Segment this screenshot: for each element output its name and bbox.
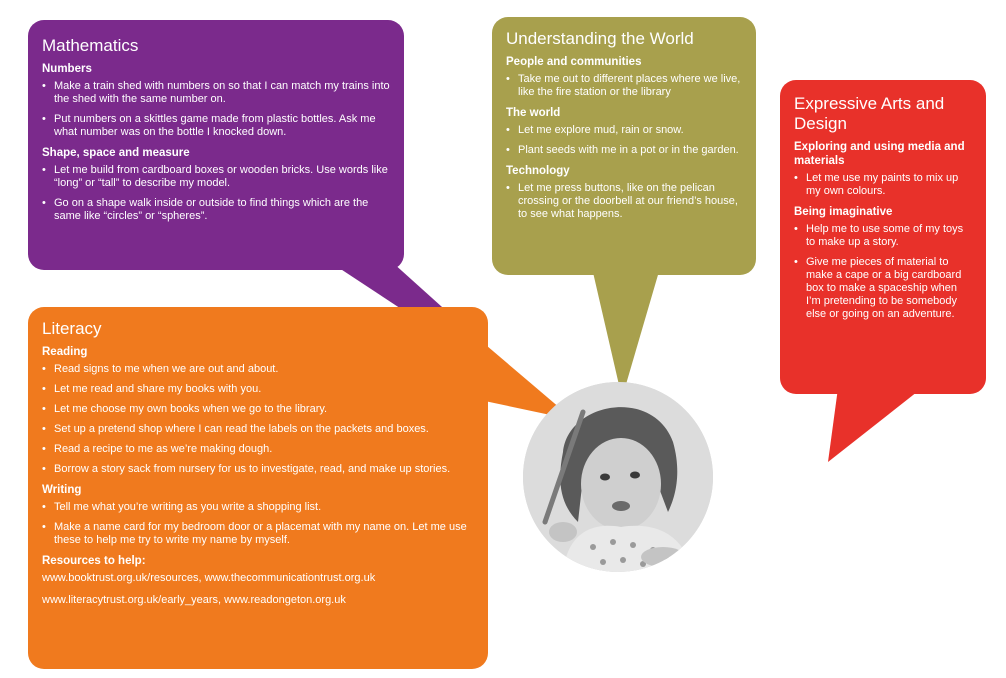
people-communities-heading: People and communities [506,56,642,68]
resources-heading: Resources to help: [42,555,146,567]
being-imaginative-heading: Being imaginative [794,206,893,218]
writing-list [42,501,474,547]
list-item: • Let me press buttons, like on the pelican crossing or the doorbell at our friend’s house, to see what happens. [506,182,742,221]
resource-link: www.literacytrust.org.uk/early_years, www.readongeton.org.uk [42,594,346,606]
world-list [506,124,742,157]
resource-link: www.booktrust.org.uk/resources, www.thecommunicationtrust.org.uk [42,572,376,584]
arts-bubble-tail [828,388,922,462]
list-item: • Go on a shape walk inside or outside to find things which are the same like “circles” or “spheres”. [42,197,390,223]
list-item: • Read signs to me when we are out and about. [42,363,474,376]
list-item: • Set up a pretend shop where I can read the labels on the packets and boxes. [42,423,474,436]
list-item: • Plant seeds with me in a pot or in the garden. [506,144,742,157]
the-world-heading: The world [506,107,561,119]
media-list [794,172,972,198]
child-illustration [523,382,713,572]
mathematics-title: Mathematics [42,36,139,55]
list-item: • Take me out to different places where we live, like the fire station or the library [506,73,742,99]
list-item: • Let me choose my own books when we go to the library. [42,403,474,416]
numbers-list [42,80,390,139]
list-item: • Let me explore mud, rain or snow. [506,124,742,137]
shape-space-measure-heading: Shape, space and measure [42,147,190,159]
understanding-world-bubble [492,17,756,275]
list-item: • Help me to use some of my toys to make up a story. [794,223,972,249]
child-photo [523,382,713,572]
literacy-bubble [28,307,488,669]
list-item: • Put numbers on a skittles game made from plastic bottles. Ask me what number was on the bottle I knocked down. [42,113,390,139]
list-item: • Tell me what you’re writing as you write a shopping list. [42,501,474,514]
reading-list [42,363,474,476]
imaginative-list [794,223,972,321]
mathematics-bubble [28,20,404,270]
list-item: • Borrow a story sack from nursery for us to investigate, read, and make up stories. [42,463,474,476]
media-materials-heading: Exploring and using media and materials [794,141,965,167]
technology-list [506,182,742,221]
people-list [506,73,742,99]
list-item: • Let me read and share my books with you. [42,383,474,396]
list-item: • Let me use my paints to mix up my own colours. [794,172,972,198]
expressive-arts-bubble [780,80,986,394]
list-item: • Give me pieces of material to make a cape or a big cardboard box to make a spaceship when I’m pretending to be somebody else or going on an adventure. [794,256,972,321]
literacy-title: Literacy [42,319,102,338]
technology-heading: Technology [506,165,570,177]
list-item: • Let me build from cardboard boxes or wooden bricks. Use words like “long” or “tall” to describe my model. [42,164,390,190]
reading-heading: Reading [42,346,88,358]
numbers-heading: Numbers [42,63,92,75]
expressive-arts-title: Expressive Arts and Design [794,94,945,133]
shape-list [42,164,390,223]
writing-heading: Writing [42,484,82,496]
understanding-world-title: Understanding the World [506,29,694,48]
list-item: • Read a recipe to me as we’re making dough. [42,443,474,456]
world-bubble-tail [592,268,660,398]
list-item: • Make a train shed with numbers on so that I can match my trains into the shed with the same number on. [42,80,390,106]
list-item: • Make a name card for my bedroom door or a placemat with my name on. Let me use these to help me try to write my name by myself. [42,521,474,547]
